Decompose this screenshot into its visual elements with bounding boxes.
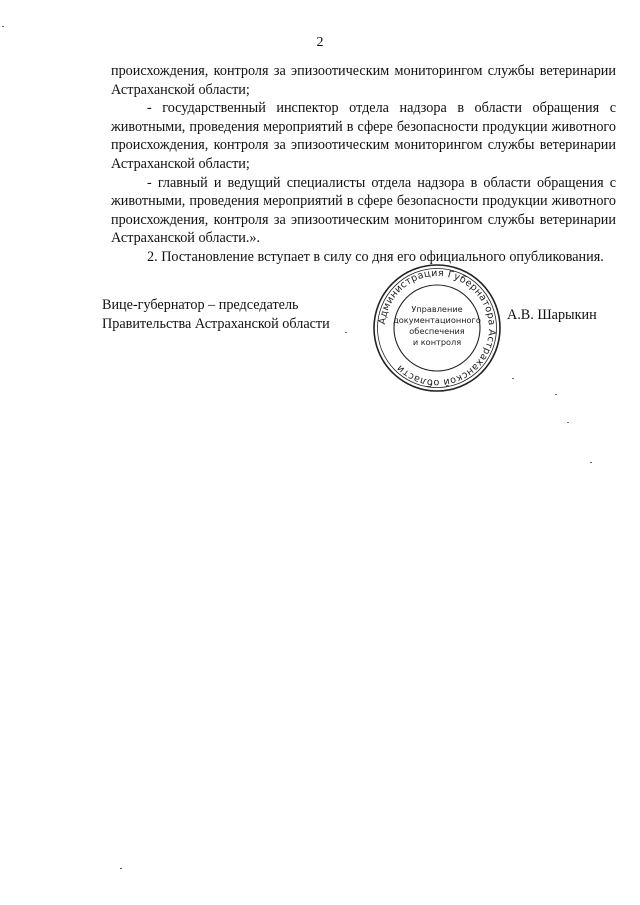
official-seal-stamp — [371, 262, 503, 394]
stamp-center-line-1: Управление — [411, 304, 463, 314]
scan-speck — [120, 868, 122, 869]
scan-speck — [345, 332, 347, 333]
scan-speck — [567, 422, 569, 423]
scan-speck — [590, 462, 592, 463]
signature-position-line1: Вице-губернатор – председатель — [102, 297, 299, 313]
paragraph-continuation: происхождения, контроля за эпизоотическим мониторингом службы ветеринарии Астраханской области; — [111, 63, 616, 98]
stamp-center-line-3: обеспечения — [409, 326, 465, 336]
stamp-seal-icon — [371, 262, 503, 394]
paragraph-state-inspector: - государственный инспектор отдела надзора в области обращения с животными, проведения мероприятий в сфере безопасности продукции животного происхождения, контроля за эпизоотическим мониторингом службы ветеринарии Астраханской области; — [111, 100, 616, 172]
document-body — [111, 62, 616, 267]
scan-speck — [2, 26, 4, 27]
scan-speck — [555, 394, 557, 395]
signer-name: А.В. Шарыкин — [507, 307, 597, 323]
paragraph-specialists: - главный и ведущий специалисты отдела надзора в области обращения с животными, проведения мероприятий в сфере безопасности продукции животного происхождения, контроля за эпизоотическим мониторингом службы ветеринарии Астраханской области.». — [111, 174, 616, 247]
paragraph-effective-date: 2. Постановление вступает в силу со дня его официального опубликования. — [147, 248, 604, 265]
signature-position — [102, 296, 330, 333]
page-number: 2 — [316, 35, 324, 50]
stamp-ring-text: Администрация Губернатора Астраханской области — [377, 267, 498, 389]
stamp-center-line-2: документационного — [393, 315, 481, 325]
scan-speck — [512, 378, 514, 379]
signature-position-line2: Правительства Астраханской области — [102, 315, 330, 332]
stamp-center-line-4: и контроля — [412, 337, 462, 347]
